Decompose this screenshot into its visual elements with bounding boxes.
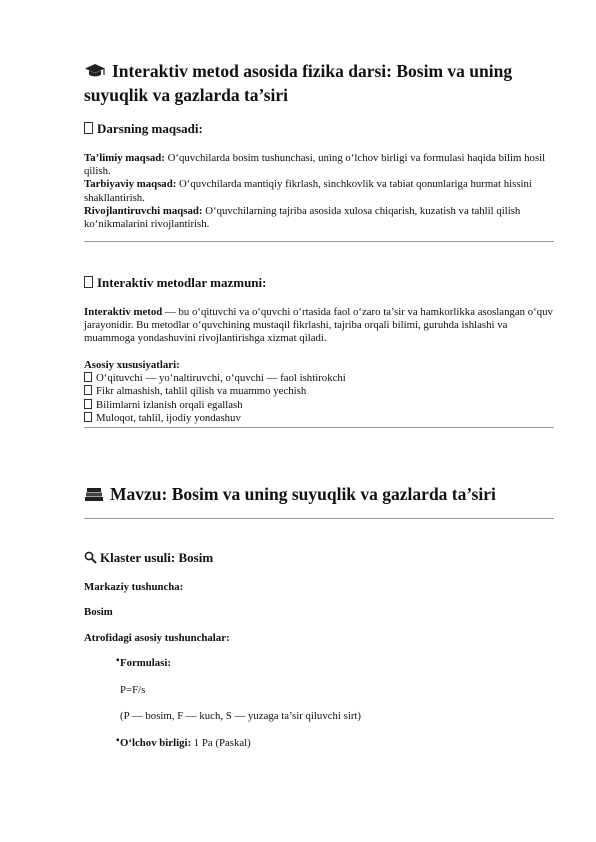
feature-item: [84, 399, 554, 412]
goals-heading: Darsning maqsadi:: [97, 121, 203, 136]
missing-glyph-icon: [84, 385, 92, 395]
methods-intro-paragraph: [84, 306, 554, 346]
missing-glyph-icon: [84, 372, 92, 382]
section-divider: [84, 518, 554, 519]
central-concept-value: Bosim: [84, 606, 113, 618]
goal-text: O‘quvchilarning tajriba asosida xulosa chiqarish, kuzatish va tahlil qilish ko‘nikmalarini rivojlantirish.: [84, 204, 521, 231]
feature-text: O‘qituvchi — yo‘naltiruvchi, o‘quvchi — faol ishtirokchi: [96, 372, 346, 385]
feature-item: [84, 385, 554, 398]
graduation-cap-icon: [84, 62, 106, 84]
features-block: [84, 359, 554, 425]
missing-glyph-icon: [84, 276, 93, 288]
formula-label: Formulasi:: [120, 657, 171, 669]
topic-heading: Mavzu: Bosim va uning suyuqlik va gazlarda ta’siri: [110, 484, 496, 504]
missing-glyph-icon: [84, 122, 93, 134]
title-text: Interaktiv metod asosida fizika darsi: Bosim va uning suyuqlik va gazlarda ta’siri: [84, 61, 513, 105]
methods-heading-row: [84, 274, 266, 292]
goal-text: O‘quvchilarda bosim tushunchasi, uning o‘lchov birligi va formulasi haqida bilim hosil qilish.: [84, 152, 546, 178]
section-divider: [84, 241, 554, 242]
features-heading: Asosiy xususiyatlari:: [84, 359, 180, 371]
goals-list: [84, 152, 554, 231]
magnifier-icon: [84, 551, 97, 569]
goal-item-educational: [84, 152, 554, 178]
bullet-icon: ▪: [116, 735, 120, 746]
related-concepts-label: Atrofidagi asosiy tushunchalar:: [84, 632, 230, 644]
goal-label: Tarbiyaviy maqsad:: [84, 178, 177, 191]
missing-glyph-icon: [84, 412, 92, 422]
document-title: [84, 60, 554, 106]
bullet-icon: ▪: [116, 655, 120, 666]
formula-text: P=F/s: [120, 684, 146, 696]
missing-glyph-icon: [84, 399, 92, 409]
cluster-heading: Klaster usuli: Bosim: [100, 550, 214, 565]
feature-text: Fikr almashish, tahlil qilish va muammo yechish: [96, 385, 307, 398]
feature-text: Muloqot, tahlil, ijodiy yondashuv: [96, 411, 241, 424]
feature-item: [84, 412, 554, 425]
section-divider: [84, 427, 554, 428]
goal-item-upbringing: [84, 178, 554, 204]
goal-label: Ta’limiy maqsad:: [84, 152, 165, 164]
feature-text: Bilimlarni izlanish orqali egallash: [96, 398, 243, 411]
unit-label: O‘lchov birligi:: [120, 737, 192, 749]
cluster-heading-row: [84, 549, 213, 569]
formula-note: (P — bosim, F — kuch, S — yuzaga ta’sir qiluvchi sirt): [120, 710, 362, 722]
unit-line: [120, 737, 251, 750]
topic-heading-row: [84, 484, 554, 507]
goal-label: Rivojlantiruvchi maqsad:: [84, 204, 203, 217]
goal-text: O‘quvchilarda mantiqiy fikrlash, sinchkovlik va tabiat qonunlariga hurmat hissini shakllantirish.: [84, 178, 532, 204]
books-icon: [84, 486, 104, 507]
intro-label: Interaktiv metod: [84, 306, 163, 318]
unit-value: 1 Pa (Paskal): [191, 737, 251, 749]
intro-text: — bu o‘qituvchi va o‘quvchi o‘rtasida faol o‘zaro ta’sir va hamkorlikka asoslangan o‘quv jarayonidir. Bu metodlar o‘quvchining mustaqil fikrlashi, tajriba orqali bilimi, guruhda ishlashi va muammoga yondashuvini rivojlantirishga xizmat qiladi.: [84, 306, 553, 345]
feature-item: [84, 372, 554, 385]
methods-heading: Interaktiv metodlar mazmuni:: [97, 275, 267, 290]
document-title-block: [84, 60, 554, 106]
central-concept-label: Markaziy tushuncha:: [84, 581, 184, 593]
methods-intro: [84, 306, 554, 346]
goal-item-developmental: [84, 205, 554, 231]
goals-heading-row: [84, 120, 203, 138]
